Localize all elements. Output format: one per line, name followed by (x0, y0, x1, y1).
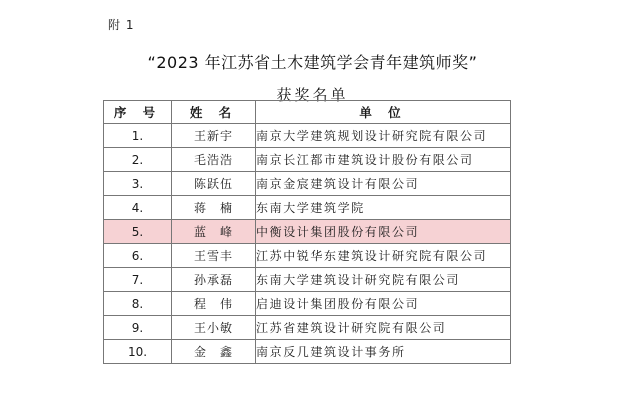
row-organization: 东南大学建筑学院 (256, 196, 511, 220)
row-organization: 江苏省建筑设计研究院有限公司 (256, 316, 511, 340)
annex-label: 附 1 (108, 18, 135, 32)
row-number: 1. (104, 124, 172, 148)
table-row-highlighted (104, 220, 511, 244)
row-number: 6. (104, 244, 172, 268)
header-name: 姓 名 (172, 101, 256, 124)
row-name: 王新宇 (172, 124, 256, 148)
row-organization: 南京反几建筑设计事务所 (256, 340, 511, 364)
row-name: 金 鑫 (172, 340, 256, 364)
header-number: 序 号 (104, 101, 172, 124)
table-row (104, 244, 511, 268)
table-row (104, 340, 511, 364)
table-row (104, 196, 511, 220)
row-organization: 江苏中锐华东建筑设计研究院有限公司 (256, 244, 511, 268)
row-organization: 南京长江都市建筑设计股份有限公司 (256, 148, 511, 172)
row-name: 毛浩浩 (172, 148, 256, 172)
row-number: 9. (104, 316, 172, 340)
row-name: 蒋 楠 (172, 196, 256, 220)
row-number: 3. (104, 172, 172, 196)
table-row (104, 316, 511, 340)
table-row (104, 124, 511, 148)
row-name: 王小敏 (172, 316, 256, 340)
table-row (104, 268, 511, 292)
row-number: 4. (104, 196, 172, 220)
row-name: 孙承磊 (172, 268, 256, 292)
table-header-row (104, 101, 511, 124)
row-name: 陈跃伍 (172, 172, 256, 196)
table-row (104, 148, 511, 172)
table-row (104, 292, 511, 316)
row-number: 10. (104, 340, 172, 364)
row-organization: 东南大学建筑设计研究院有限公司 (256, 268, 511, 292)
row-number: 2. (104, 148, 172, 172)
row-organization: 中衡设计集团股份有限公司 (256, 220, 511, 244)
row-name: 程 伟 (172, 292, 256, 316)
row-organization: 南京大学建筑规划设计研究院有限公司 (256, 124, 511, 148)
row-organization: 南京金宸建筑设计有限公司 (256, 172, 511, 196)
row-number: 5. (104, 220, 172, 244)
row-name: 蓝 峰 (172, 220, 256, 244)
award-table (103, 100, 511, 364)
document-title: “2023 年江苏省土木建筑学会青年建筑师奖” (147, 53, 478, 72)
row-name: 王雪丰 (172, 244, 256, 268)
table-row (104, 172, 511, 196)
header-organization: 单 位 (256, 101, 511, 124)
row-number: 8. (104, 292, 172, 316)
row-number: 7. (104, 268, 172, 292)
row-organization: 启迪设计集团股份有限公司 (256, 292, 511, 316)
document-subtitle: 获奖名单 (276, 86, 349, 104)
